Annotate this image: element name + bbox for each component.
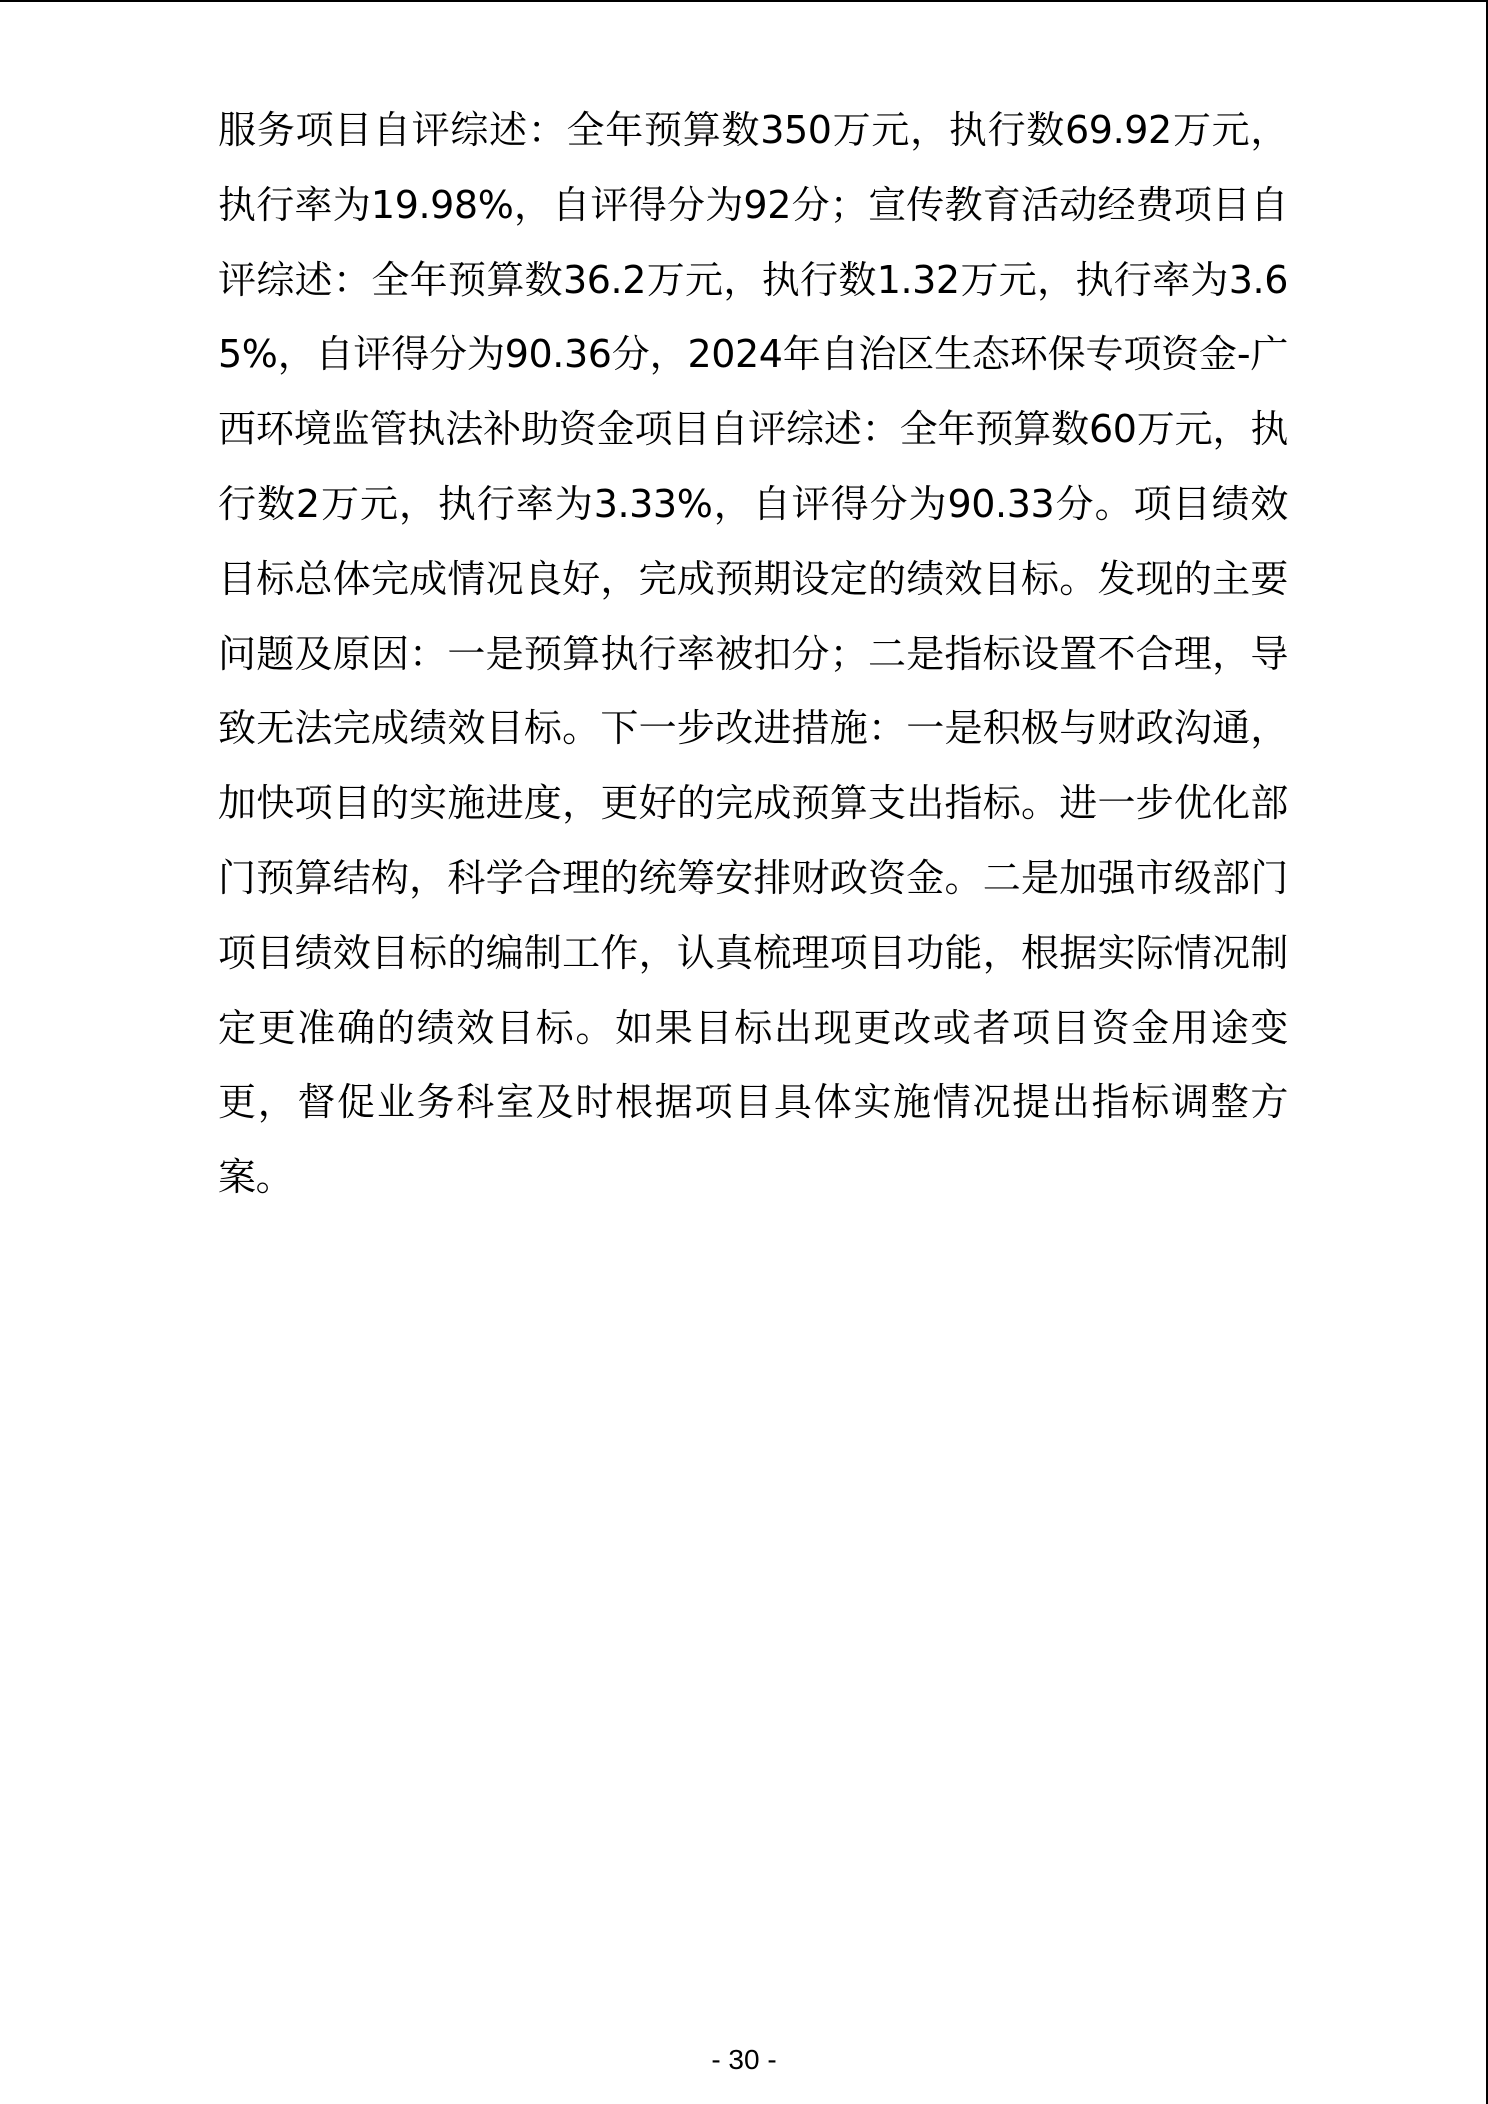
body-paragraph: 服务项目自评综述：全年预算数350万元，执行数69.92万元，执行率为19.98%，自评得分为92分；宣传教育活动经费项目自评综述：全年预算数36.2万元，执行数1.32万元，执行率为3.65%，自评得分为90.36分，2024年自治区生态环保专项资金-广西环境监管执法补助资金项目自评综述：全年预算数60万元，执行数2万元，执行率为3.33%，自评得分为90.33分。项目绩效目标总体完成情况良好，完成预期设定的绩效目标。发现的主要问题及原因：一是预算执行率被扣分；二是指标设置不合理，导致无法完成绩效目标。下一步改进措施：一是积极与财政沟通，加快项目的实施进度，更好的完成预算支出指标。进一步优化部门预算结构，科学合理的统筹安排财政资金。二是加强市级部门项目绩效目标的编制工作，认真梳理项目功能，根据实际情况制定更准确的绩效目标。如果目标出现更改或者项目资金用途变更，督促业务科室及时根据项目具体实施情况提出指标调整方案。 bbox=[218, 108, 1288, 1200]
page-number: - 30 - bbox=[711, 2044, 777, 2075]
